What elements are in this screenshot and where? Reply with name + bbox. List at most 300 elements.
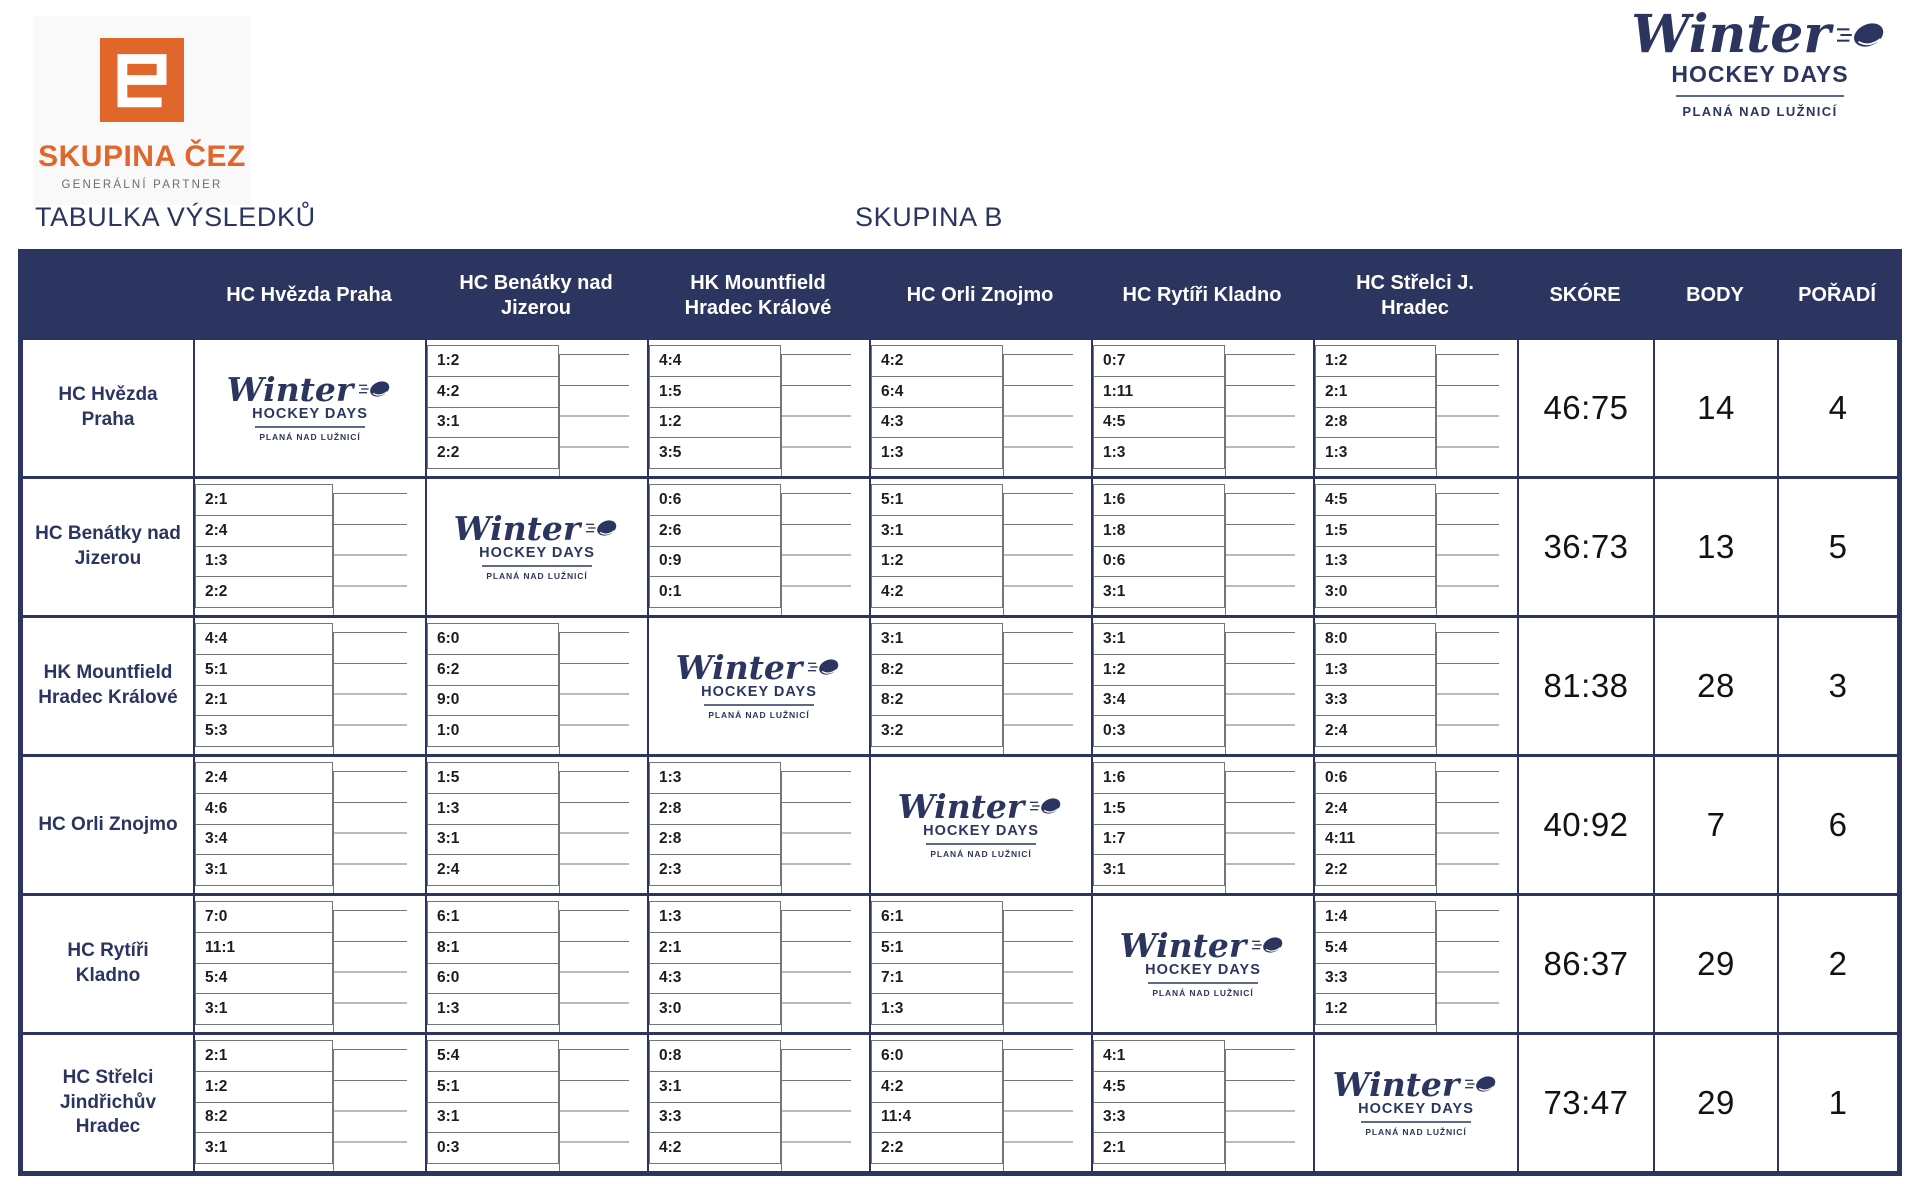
match-cell [647, 1035, 869, 1171]
match-score: 3:1 [195, 1132, 333, 1164]
match-cell [193, 896, 425, 1032]
match-score: 1:8 [1093, 515, 1225, 547]
table-row [23, 615, 1897, 754]
match-score: 1:6 [1093, 762, 1225, 794]
match-score: 4:5 [1315, 484, 1436, 516]
col-header-orli: HC Orli Znojmo [906, 284, 1054, 306]
match-cell [1313, 618, 1517, 754]
score-list [1315, 340, 1436, 476]
match-cell [193, 1035, 425, 1171]
match-score: 0:6 [649, 484, 781, 516]
match-score: 2:1 [195, 1040, 333, 1072]
results-table [18, 249, 1902, 1176]
match-score: 0:8 [649, 1040, 781, 1072]
score-list [195, 896, 333, 1032]
match-score: 2:1 [1093, 1132, 1225, 1164]
score-list [649, 757, 781, 893]
blank-column [1436, 896, 1517, 1032]
total-score: 86:37 [1517, 896, 1653, 1032]
match-score: 6:1 [427, 901, 559, 933]
match-score: 2:2 [1315, 854, 1436, 886]
blank-column [333, 896, 425, 1032]
cez-partner-text: GENERÁLNÍ PARTNER [61, 179, 223, 191]
table-header-row [23, 254, 1897, 337]
winter-hockey-days-logo [453, 509, 621, 581]
match-score: 5:3 [195, 715, 333, 747]
logo-divider [255, 426, 365, 428]
hockey-puck-icon [586, 516, 620, 540]
match-score: 6:4 [871, 376, 1003, 408]
match-score: 1:0 [427, 715, 559, 747]
self-match-cell [1313, 1035, 1517, 1171]
match-score: 3:4 [1093, 685, 1225, 717]
row-team-name: HC Střelci Jindřichův Hradec [59, 1066, 157, 1138]
match-cell [647, 340, 869, 476]
match-score: 3:1 [871, 623, 1003, 655]
match-score: 3:1 [1093, 854, 1225, 886]
match-score: 3:1 [649, 1071, 781, 1103]
match-cell [869, 479, 1091, 615]
points: 29 [1653, 896, 1777, 1032]
col-header-strelci: HC Střelci J. Hradec [1356, 271, 1474, 319]
match-score: 4:5 [1093, 407, 1225, 439]
blank-column [1436, 479, 1517, 615]
match-score: 1:3 [1315, 437, 1436, 469]
match-score: 3:4 [195, 824, 333, 856]
match-score: 2:1 [195, 484, 333, 516]
score-list [427, 618, 559, 754]
match-score: 9:0 [427, 685, 559, 717]
match-score: 0:7 [1093, 345, 1225, 377]
logo-divider [1148, 982, 1258, 984]
score-list [649, 896, 781, 1032]
match-cell [647, 896, 869, 1032]
hockey-puck-icon [1837, 17, 1889, 53]
match-score: 2:4 [1315, 715, 1436, 747]
blank-column [781, 340, 869, 476]
match-score: 1:6 [1093, 484, 1225, 516]
match-cell [425, 757, 647, 893]
blank-column [1003, 896, 1091, 1032]
plana-nad-luznici-text: PLANÁ NAD LUŽNICÍ [930, 848, 1032, 859]
match-score: 1:3 [1093, 437, 1225, 469]
winter-script-text: Winter [897, 787, 1025, 827]
blank-column [1225, 757, 1313, 893]
match-score: 1:5 [1315, 515, 1436, 547]
match-score: 4:11 [1315, 824, 1436, 856]
match-score: 1:2 [871, 546, 1003, 578]
match-score: 8:2 [871, 685, 1003, 717]
match-score: 4:1 [1093, 1040, 1225, 1072]
match-score: 6:2 [427, 654, 559, 686]
winter-script-text: Winter [675, 648, 803, 688]
match-score: 3:1 [195, 993, 333, 1025]
blank-column [781, 757, 869, 893]
rank: 3 [1777, 618, 1897, 754]
match-score: 4:2 [427, 376, 559, 408]
logo-divider [926, 843, 1036, 845]
match-score: 4:2 [649, 1132, 781, 1164]
winter-script-text: Winter [1119, 926, 1247, 966]
match-score: 1:3 [1315, 654, 1436, 686]
col-header-hvezda: HC Hvězda Praha [226, 284, 392, 306]
group-label: SKUPINA B [855, 202, 1003, 232]
match-cell [193, 618, 425, 754]
score-list [871, 1035, 1003, 1171]
match-score: 11:1 [195, 932, 333, 964]
hockey-days-text: HOCKEY DAYS [479, 545, 595, 562]
winter-hockey-days-logo [1119, 926, 1287, 998]
blank-column [1436, 757, 1517, 893]
winter-hockey-days-logo [226, 370, 394, 442]
score-list [1093, 1035, 1225, 1171]
match-score: 0:9 [649, 546, 781, 578]
match-score: 2:4 [1315, 793, 1436, 825]
match-score: 1:4 [1315, 901, 1436, 933]
points: 29 [1653, 1035, 1777, 1171]
match-score: 5:4 [195, 963, 333, 995]
plana-nad-luznici-text: PLANÁ NAD LUŽNICÍ [486, 570, 588, 581]
match-score: 6:0 [427, 623, 559, 655]
match-score: 3:3 [1315, 685, 1436, 717]
hockey-days-text: HOCKEY DAYS [252, 406, 368, 423]
score-list [195, 618, 333, 754]
plana-nad-luznici-text: PLANÁ NAD LUŽNICÍ [1365, 1126, 1467, 1137]
plana-nad-luznici-text: PLANÁ NAD LUŽNICÍ [259, 431, 361, 442]
winter-hockey-days-logo [1332, 1065, 1500, 1137]
match-score: 6:0 [427, 963, 559, 995]
winter-hockey-days-logo [675, 648, 843, 720]
col-header-mountfield: HK Mountfield Hradec Králové [684, 271, 832, 319]
match-score: 1:3 [1315, 546, 1436, 578]
points: 28 [1653, 618, 1777, 754]
blank-column [559, 340, 647, 476]
match-score: 0:3 [1093, 715, 1225, 747]
rank: 2 [1777, 896, 1897, 1032]
match-cell [1091, 757, 1313, 893]
match-score: 3:1 [1093, 576, 1225, 608]
hockey-days-text: HOCKEY DAYS [923, 823, 1039, 840]
match-score: 3:1 [195, 854, 333, 886]
match-score: 2:2 [871, 1132, 1003, 1164]
match-score: 2:2 [195, 576, 333, 608]
match-score: 11:4 [871, 1102, 1003, 1134]
hockey-puck-icon [808, 655, 842, 679]
match-score: 2:6 [649, 515, 781, 547]
match-score: 2:8 [649, 793, 781, 825]
cez-logo [33, 16, 251, 205]
match-score: 8:0 [1315, 623, 1436, 655]
self-match-cell [1091, 896, 1313, 1032]
blank-column [559, 757, 647, 893]
blank-column [333, 479, 425, 615]
match-score: 4:2 [871, 1071, 1003, 1103]
match-score: 2:1 [195, 685, 333, 717]
logo-divider [482, 565, 592, 567]
col-header-rytiri: HC Rytíři Kladno [1122, 284, 1282, 306]
match-score: 3:1 [871, 515, 1003, 547]
match-score: 1:3 [649, 762, 781, 794]
points: 7 [1653, 757, 1777, 893]
match-score: 3:1 [427, 1102, 559, 1134]
match-score: 4:3 [871, 407, 1003, 439]
score-list [1093, 757, 1225, 893]
match-score: 5:4 [1315, 932, 1436, 964]
match-score: 2:1 [1315, 376, 1436, 408]
blank-column [1436, 340, 1517, 476]
match-score: 2:3 [649, 854, 781, 886]
match-score: 1:3 [427, 993, 559, 1025]
table-row [23, 1032, 1897, 1171]
score-list [1093, 618, 1225, 754]
table-row [23, 337, 1897, 476]
points: 13 [1653, 479, 1777, 615]
match-score: 3:1 [427, 824, 559, 856]
logo-divider [1361, 1121, 1471, 1123]
score-list [649, 479, 781, 615]
score-list [427, 1035, 559, 1171]
match-score: 8:2 [871, 654, 1003, 686]
match-score: 3:3 [1093, 1102, 1225, 1134]
match-score: 3:3 [1315, 963, 1436, 995]
total-score: 73:47 [1517, 1035, 1653, 1171]
hockey-puck-icon [1252, 933, 1286, 957]
match-score: 1:2 [1093, 654, 1225, 686]
match-cell [425, 1035, 647, 1171]
cez-name-text: SKUPINA ČEZ [38, 140, 246, 173]
match-score: 2:1 [649, 932, 781, 964]
match-score: 2:4 [427, 854, 559, 886]
plana-nad-luznici-text: PLANÁ NAD LUŽNICÍ [1682, 104, 1838, 120]
rank: 5 [1777, 479, 1897, 615]
match-score: 8:2 [195, 1102, 333, 1134]
blank-column [1003, 479, 1091, 615]
col-header-body: BODY [1686, 284, 1744, 306]
blank-column [1225, 479, 1313, 615]
rank: 6 [1777, 757, 1897, 893]
match-score: 0:1 [649, 576, 781, 608]
blank-column [1225, 1035, 1313, 1171]
logo-divider [1676, 95, 1844, 97]
total-score: 40:92 [1517, 757, 1653, 893]
blank-column [1225, 340, 1313, 476]
corner-cell [23, 254, 193, 337]
row-team-name: HK Mountfield Hradec Králové [38, 662, 178, 708]
match-score: 1:3 [649, 901, 781, 933]
hockey-days-text: HOCKEY DAYS [1671, 61, 1849, 88]
match-score: 1:5 [649, 376, 781, 408]
match-cell [647, 479, 869, 615]
match-score: 1:2 [1315, 345, 1436, 377]
score-list [427, 757, 559, 893]
table-row [23, 893, 1897, 1032]
table-row [23, 754, 1897, 893]
score-list [649, 340, 781, 476]
table-row [23, 476, 1897, 615]
blank-column [781, 479, 869, 615]
rank: 1 [1777, 1035, 1897, 1171]
score-list [1093, 479, 1225, 615]
hockey-puck-icon [1465, 1072, 1499, 1096]
match-cell [1091, 340, 1313, 476]
rank: 4 [1777, 340, 1897, 476]
match-score: 4:2 [871, 576, 1003, 608]
score-list [649, 1035, 781, 1171]
winter-script-text: Winter [1631, 4, 1831, 65]
match-score: 1:11 [1093, 376, 1225, 408]
match-score: 3:1 [427, 407, 559, 439]
blank-column [1436, 618, 1517, 754]
points: 14 [1653, 340, 1777, 476]
score-list [871, 618, 1003, 754]
match-score: 1:2 [649, 407, 781, 439]
match-cell [1091, 479, 1313, 615]
score-list [427, 340, 559, 476]
match-score: 7:0 [195, 901, 333, 933]
match-score: 1:3 [871, 993, 1003, 1025]
score-list [427, 896, 559, 1032]
match-cell [1313, 340, 1517, 476]
tournament-logo [1630, 4, 1890, 120]
match-score: 0:6 [1315, 762, 1436, 794]
match-score: 1:2 [1315, 993, 1436, 1025]
match-score: 2:4 [195, 515, 333, 547]
match-score: 4:4 [649, 345, 781, 377]
self-match-cell [425, 479, 647, 615]
match-score: 3:0 [649, 993, 781, 1025]
match-score: 7:1 [871, 963, 1003, 995]
match-score: 4:6 [195, 793, 333, 825]
blank-column [781, 896, 869, 1032]
winter-hockey-days-logo [897, 787, 1065, 859]
winter-script-text: Winter [453, 509, 581, 549]
winter-script-text: Winter [226, 370, 354, 410]
match-score: 1:3 [427, 793, 559, 825]
match-cell [869, 896, 1091, 1032]
match-cell [425, 896, 647, 1032]
match-score: 2:8 [1315, 407, 1436, 439]
hockey-days-text: HOCKEY DAYS [701, 684, 817, 701]
match-cell [647, 757, 869, 893]
blank-column [559, 618, 647, 754]
match-cell [869, 618, 1091, 754]
match-score: 5:1 [195, 654, 333, 686]
match-score: 1:7 [1093, 824, 1225, 856]
match-score: 1:5 [427, 762, 559, 794]
blank-column [333, 618, 425, 754]
match-score: 1:5 [1093, 793, 1225, 825]
match-score: 0:3 [427, 1132, 559, 1164]
total-score: 46:75 [1517, 340, 1653, 476]
match-score: 2:2 [427, 437, 559, 469]
score-list [871, 896, 1003, 1032]
match-cell [869, 1035, 1091, 1171]
score-list [195, 1035, 333, 1171]
score-list [195, 479, 333, 615]
winter-script-text: Winter [1332, 1065, 1460, 1105]
match-score: 4:3 [649, 963, 781, 995]
match-score: 6:0 [871, 1040, 1003, 1072]
col-header-skore: SKÓRE [1549, 284, 1621, 306]
match-cell [1313, 479, 1517, 615]
match-score: 5:1 [871, 932, 1003, 964]
match-score: 4:2 [871, 345, 1003, 377]
blank-column [781, 1035, 869, 1171]
match-score: 4:4 [195, 623, 333, 655]
match-score: 5:1 [427, 1071, 559, 1103]
self-match-cell [647, 618, 869, 754]
row-team-name: HC Orli Znojmo [38, 813, 178, 835]
score-list [1315, 757, 1436, 893]
match-cell [1313, 757, 1517, 893]
page-title: TABULKA VÝSLEDKŮ [35, 202, 316, 232]
col-header-poradi: POŘADÍ [1798, 284, 1876, 306]
match-score: 5:4 [427, 1040, 559, 1072]
blank-column [1225, 618, 1313, 754]
match-cell [425, 618, 647, 754]
blank-column [1003, 618, 1091, 754]
hockey-puck-icon [1030, 794, 1064, 818]
match-cell [425, 340, 647, 476]
winter-hockey-days-logo [1630, 4, 1890, 120]
match-score: 3:1 [1093, 623, 1225, 655]
blank-column [1003, 340, 1091, 476]
match-score: 3:3 [649, 1102, 781, 1134]
match-score: 3:0 [1315, 576, 1436, 608]
match-score: 1:3 [195, 546, 333, 578]
match-cell [193, 757, 425, 893]
blank-column [559, 896, 647, 1032]
match-score: 3:2 [871, 715, 1003, 747]
score-list [1315, 618, 1436, 754]
match-cell [193, 479, 425, 615]
match-score: 1:2 [195, 1071, 333, 1103]
row-team-name: HC Hvězda Praha [58, 384, 158, 430]
cez-mark-icon [100, 38, 184, 122]
score-list [1315, 896, 1436, 1032]
match-score: 3:5 [649, 437, 781, 469]
match-score: 6:1 [871, 901, 1003, 933]
match-score: 8:1 [427, 932, 559, 964]
match-score: 2:8 [649, 824, 781, 856]
row-team-name: HC Benátky nad Jizerou [35, 523, 181, 569]
total-score: 81:38 [1517, 618, 1653, 754]
match-cell [1091, 618, 1313, 754]
match-cell [1091, 1035, 1313, 1171]
hockey-days-text: HOCKEY DAYS [1358, 1101, 1474, 1118]
row-team-name: HC Rytíři Kladno [67, 940, 149, 986]
match-cell [869, 340, 1091, 476]
blank-column [333, 757, 425, 893]
score-list [1093, 340, 1225, 476]
score-list [1315, 479, 1436, 615]
hockey-days-text: HOCKEY DAYS [1145, 962, 1261, 979]
plana-nad-luznici-text: PLANÁ NAD LUŽNICÍ [1152, 987, 1254, 998]
match-score: 4:5 [1093, 1071, 1225, 1103]
total-score: 36:73 [1517, 479, 1653, 615]
match-score: 1:2 [427, 345, 559, 377]
self-match-cell [193, 340, 425, 476]
match-score: 1:3 [871, 437, 1003, 469]
col-header-benatky: HC Benátky nad Jizerou [459, 271, 613, 319]
hockey-puck-icon [359, 377, 393, 401]
blank-column [559, 1035, 647, 1171]
logo-divider [704, 704, 814, 706]
match-score: 2:4 [195, 762, 333, 794]
score-list [195, 757, 333, 893]
score-list [871, 479, 1003, 615]
match-cell [1313, 896, 1517, 1032]
